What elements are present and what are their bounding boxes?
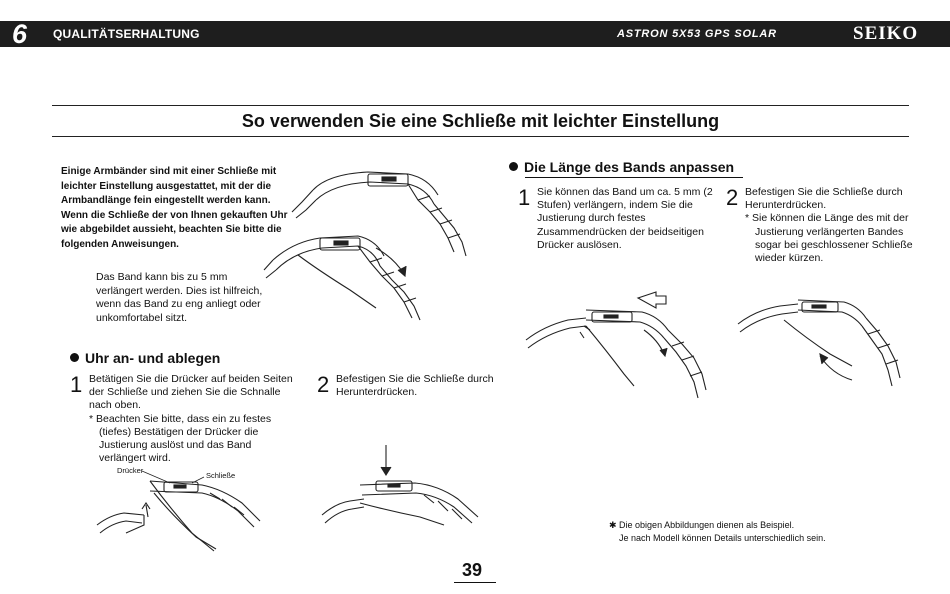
adjust-step2-note: * Sie können die Länge des mit der Justierung verlängerten Bandes sogar bei geschlossener Schließe wieder kürzen.	[745, 212, 913, 265]
wear-step1-number: 1	[70, 372, 83, 397]
clasp-open-illustration	[92, 463, 272, 558]
footnote: ✱ Die obigen Abbildungen dienen als Beispiel. Je nach Modell können Details unterschiedlich sein.	[609, 520, 826, 543]
label-clasp: Schließe	[206, 471, 236, 480]
title-rule-bottom	[52, 136, 909, 137]
wear-step2-text: Befestigen Sie die Schließe durch Herunterdrücken.	[336, 373, 494, 399]
section-heading-wear: Uhr an- und ablegen	[70, 350, 220, 366]
page-number-underline	[454, 582, 496, 583]
wear-step2-number: 2	[317, 372, 330, 397]
clasp-close-illustration	[320, 443, 505, 543]
wear-step1-text: Betätigen Sie die Drücker auf beiden Seiten der Schließe und ziehen Sie die Schnalle nach oben. * Beachten Sie bitte, dass ein zu festes (tiefes) Bestätigen der Drücker die Justierung auslöst und das Band verlängert wird.	[89, 373, 293, 465]
wear-step1-note: * Beachten Sie bitte, dass ein zu festes (tiefes) Bestätigen der Drücker die Justierung auslöst und das Band verlängert wird.	[89, 412, 272, 465]
intro-text: Einige Armbänder sind mit einer Schließe mit leichter Einstellung ausgestattet, mit der die Armbandlänge fein eingestellt werden kann. Wenn die Schließe der von Ihnen gekauften Uhr wie abgebildet aussieht, beachten Sie bitte die folgenden Anweisungen.	[61, 166, 288, 250]
section-heading-adjust-underline	[525, 177, 743, 178]
adjust-step1-text: Sie können das Band um ca. 5 mm (2 Stufen) verlängern, indem Sie die Justierung durch festes Zusammendrücken der beidseitigen Drücker auslösen.	[537, 186, 713, 251]
bracelet-illustration-top	[258, 160, 508, 350]
chapter-number: 6	[12, 19, 28, 49]
page-number: 39	[462, 560, 483, 580]
adjust-step2-number: 2	[726, 185, 739, 210]
brand-logo: SEIKO	[853, 23, 919, 44]
adjust-close-illustration	[736, 294, 906, 394]
label-pusher: Drücker	[117, 466, 144, 475]
bullet-dot-icon	[70, 353, 79, 362]
adjust-step1-number: 1	[518, 185, 531, 210]
section-heading-adjust: Die Länge des Bands anpassen	[509, 159, 734, 175]
extend-note: Das Band kann bis zu 5 mm verlängert werden. Dies ist hilfreich, wenn das Band zu eng anliegt oder unkomfortabel sitzt.	[96, 271, 263, 324]
adjust-press-illustration	[524, 290, 714, 405]
model-name: ASTRON 5X53 GPS SOLAR	[617, 28, 777, 40]
page-title: So verwenden Sie eine Schließe mit leichter Einstellung	[241, 111, 720, 131]
section-title: QUALITÄTSERHALTUNG	[53, 27, 200, 41]
title-rule-top	[52, 105, 909, 106]
bullet-dot-icon	[509, 162, 518, 171]
adjust-step2-text: Befestigen Sie die Schließe durch Herunterdrücken. * Sie können die Länge des mit der Justierung verlängerten Bandes sogar bei geschlossener Schließe wieder kürzen.	[745, 186, 920, 265]
